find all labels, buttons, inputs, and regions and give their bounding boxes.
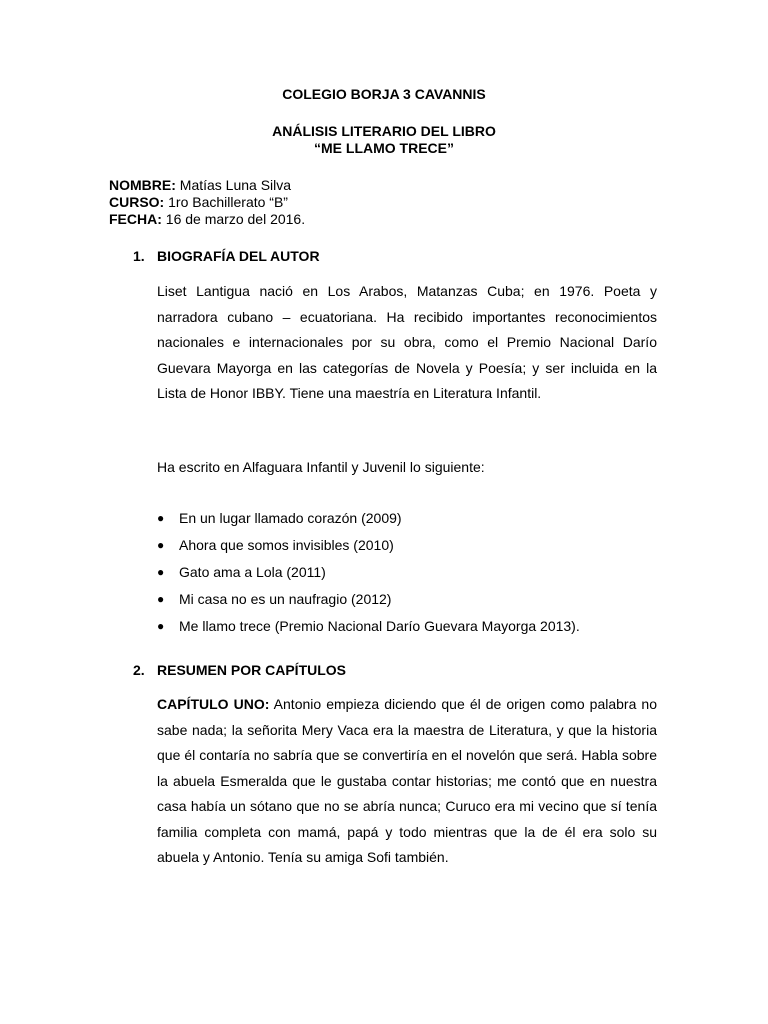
list-item: [157, 537, 580, 564]
bullet-icon: ●: [157, 511, 165, 525]
name-label: NOMBRE:: [109, 177, 176, 193]
biography-paragraph: Liset Lantigua nació en Los Arabos, Matanzas Cuba; en 1976. Poeta y narradora cubano – ecuatoriana. Ha recibido importantes reconocimientos nacionales e internacionales por su obra, como el Premio Nacional Darío Guevara Mayorga en las categorías de Novela y Poesía; y ser incluida en la Lista de Honor IBBY. Tiene una maestría en Literatura Infantil.: [157, 283, 657, 401]
bullet-icon: ●: [157, 538, 165, 552]
chapter-one-paragraph: [157, 692, 657, 871]
work-title: Mi casa no es un naufragio (2012): [179, 591, 392, 607]
work-title: Me llamo trece (Premio Nacional Darío Guevara Mayorga 2013).: [179, 618, 580, 634]
work-title: Gato ama a Lola (2011): [179, 564, 326, 580]
bullet-icon: ●: [157, 619, 165, 633]
bullet-icon: ●: [157, 592, 165, 606]
name-value: Matías Luna Silva: [175, 177, 292, 193]
school-name: COLEGIO BORJA 3 CAVANNIS: [282, 86, 486, 102]
date-line: [109, 211, 305, 228]
list-item: [157, 510, 580, 537]
section-number: 1.: [133, 248, 145, 264]
bullet-icon: ●: [157, 565, 165, 579]
date-label: FECHA:: [109, 211, 162, 227]
works-intro: Ha escrito en Alfaguara Infantil y Juvenil lo siguiente:: [157, 459, 485, 475]
course-label: CURSO:: [109, 194, 165, 210]
section-heading-summary: [133, 662, 346, 679]
list-item: [157, 618, 580, 645]
chapter-label: CAPÍTULO UNO:: [157, 696, 270, 712]
document-title: ANÁLISIS LITERARIO DEL LIBRO: [272, 123, 496, 139]
date-value: 16 de marzo del 2016.: [161, 211, 306, 227]
works-list: [157, 510, 580, 645]
work-title: Ahora que somos invisibles (2010): [179, 537, 394, 553]
list-item: [157, 564, 580, 591]
course-value: 1ro Bachillerato “B”: [164, 194, 288, 210]
chapter-text: Antonio empieza diciendo que él de origen como palabra no sabe nada; la señorita Mery Vaca era la maestra de Literatura, y que la historia que él contaría no sabría que se convertiría en el novelón que será. Habla sobre la abuela Esmeralda que le gustaba contar historias; me contó que en nuestra casa había un sótano que no se abría nunca; Curuco era mi vecino que sí tenía familia completa con mamá, papá y todo mientras que la de él era solo su abuela y Antonio. Tenía su amiga Sofi también.: [157, 696, 657, 865]
section-number: 2.: [133, 662, 145, 678]
book-title: “ME LLAMO TRECE”: [314, 140, 454, 156]
work-title: En un lugar llamado corazón (2009): [179, 510, 402, 526]
section-title: RESUMEN POR CAPÍTULOS: [157, 662, 347, 678]
section-heading-biography: [133, 248, 320, 265]
section-title: BIOGRAFÍA DEL AUTOR: [157, 248, 320, 264]
course-line: [109, 194, 288, 211]
name-line: [109, 177, 291, 194]
list-item: [157, 591, 580, 618]
